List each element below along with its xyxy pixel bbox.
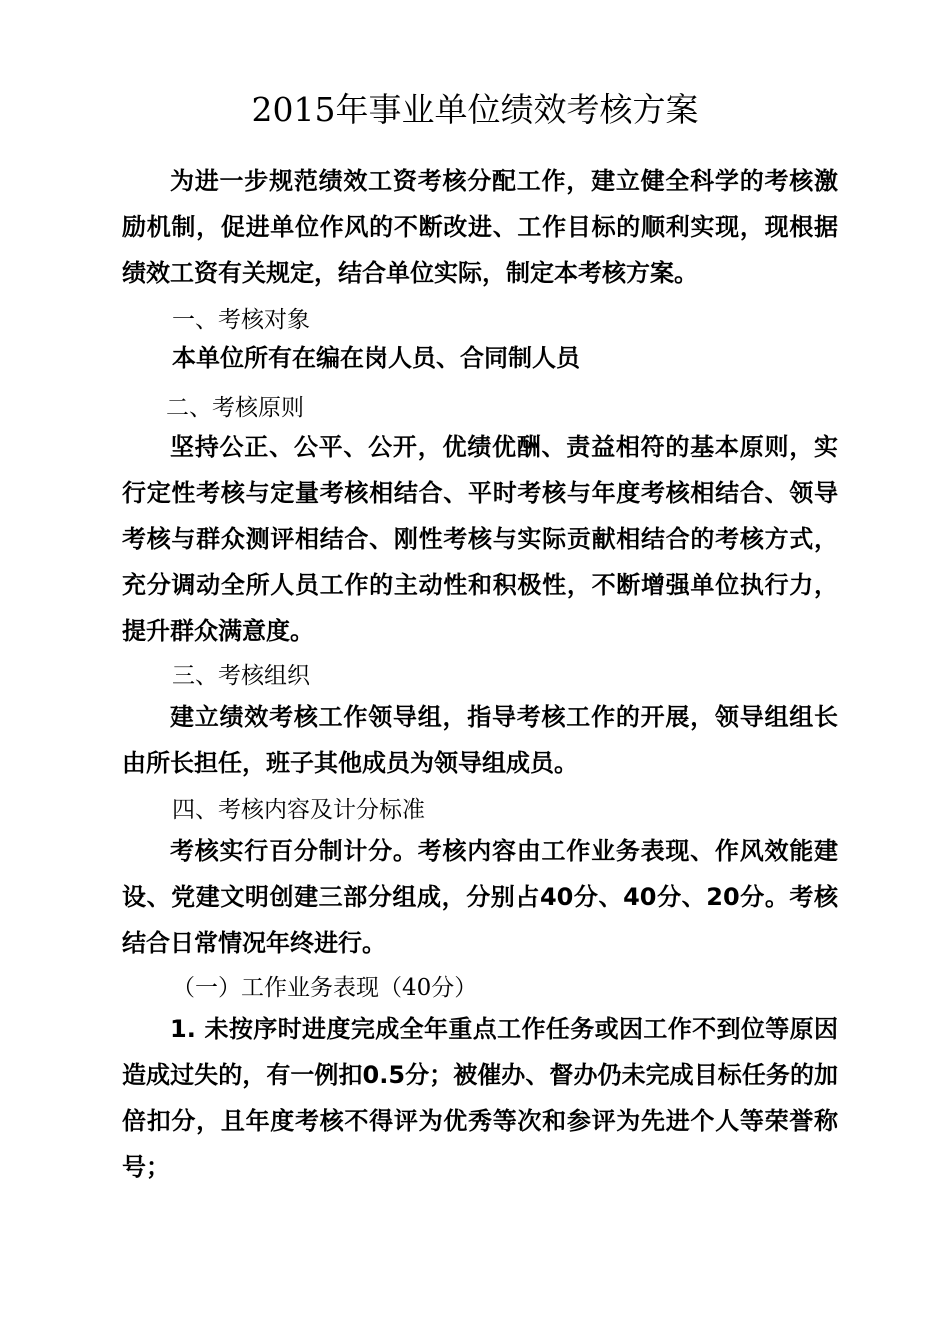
subsection-item-1: 1. 未按序时进度完成全年重点工作任务或因工作不到位等原因造成过失的，有一例扣0.5分；被催办、督办仍未完成目标任务的加倍扣分，且年度考核不得评为优秀等次和参评为先进个人等荣誉称号； <box>122 1015 838 1181</box>
section-heading-2: 二、考核原则 <box>166 395 304 421</box>
subsection-heading: （一）工作业务表现（40分） <box>172 975 478 1001</box>
section-heading-4: 四、考核内容及计分标准 <box>172 797 425 823</box>
section-body-2: 坚持公正、公平、公开，优绩优酬、责益相符的基本原则，实行定性考核与定量考核相结合、平时考核与年度考核相结合、领导考核与群众测评相结合、刚性考核与实际贡献相结合的考核方式，充分调动全所人员工作的主动性和积极性，不断增强单位执行力，提升群众满意度。 <box>122 433 838 645</box>
section-body-4: 考核实行百分制计分。考核内容由工作业务表现、作风效能建设、党建文明创建三部分组成，分别占40分、40分、20分。考核结合日常情况年终进行。 <box>122 837 838 957</box>
intro-paragraph: 为进一步规范绩效工资考核分配工作，建立健全科学的考核激励机制，促进单位作风的不断改进、工作目标的顺利实现，现根据绩效工资有关规定，结合单位实际，制定本考核方案。 <box>122 167 838 287</box>
section-heading-3: 三、考核组织 <box>172 663 310 689</box>
section-body-1: 本单位所有在编在岗人员、合同制人员 <box>172 344 580 372</box>
section-body-3: 建立绩效考核工作领导组，指导考核工作的开展，领导组组长由所长担任，班子其他成员为领导组成员。 <box>122 703 838 777</box>
section-heading-1: 一、考核对象 <box>172 307 310 333</box>
document-title: 2015年事业单位绩效考核方案 <box>251 90 699 129</box>
